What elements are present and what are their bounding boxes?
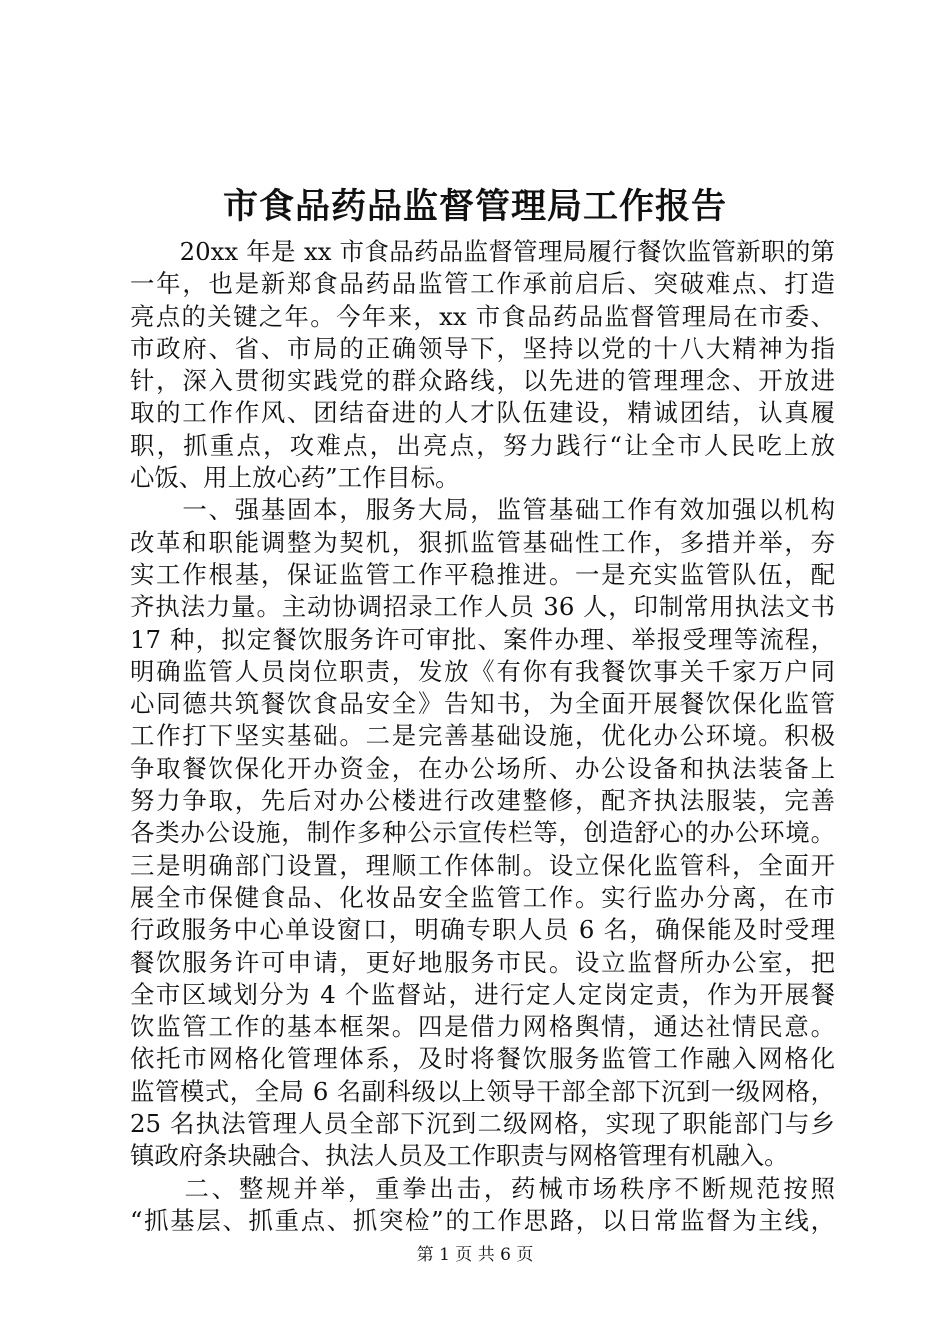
body-text-line: 工作打下坚实基础。二是完善基础设施，优化办公环境。积极 — [130, 721, 835, 751]
body-text-line: 职，抓重点，攻难点，出亮点，努力践行“让全市人民吃上放 — [130, 430, 835, 460]
body-text-line: 明确监管人员岗位职责，发放《有你有我餐饮事关千家万户同 — [130, 656, 835, 686]
body-text-line: “抓基层、抓重点、抓突检”的工作思路，以日常监督为主线， — [130, 1205, 835, 1235]
body-text-line: 三是明确部门设置，理顺工作体制。设立保化监管科，全面开 — [130, 850, 835, 880]
body-text-line: 实工作根基，保证监管工作平稳推进。一是充实监管队伍，配 — [130, 559, 835, 589]
body-text-line: 取的工作作风、团结奋进的人才队伍建设，精诚团结，认真履 — [130, 398, 835, 428]
body-text-line: 镇政府条块融合、执法人员及工作职责与网格管理有机融入。 — [130, 1141, 789, 1171]
body-text-line: 争取餐饮保化开办资金，在办公场所、办公设备和执法装备上 — [130, 753, 835, 783]
body-text-line: 17 种，拟定餐饮服务许可审批、案件办理、举报受理等流程， — [130, 624, 835, 654]
body-text-line: 针，深入贯彻实践党的群众路线，以先进的管理理念、开放进 — [130, 366, 835, 396]
body-text-line: 展全市保健食品、化妆品安全监管工作。实行监办分离，在市 — [130, 882, 835, 912]
body-text-line: 餐饮服务许可申请，更好地服务市民。设立监督所办公室，把 — [130, 947, 835, 977]
document-title: 市食品药品监督管理局工作报告 — [222, 186, 727, 227]
body-text-line: 20xx 年是 xx 市食品药品监督管理局履行餐饮监管新职的第 — [130, 237, 835, 266]
body-text-line: 市政府、省、市局的正确领导下，坚持以党的十八大精神为指 — [130, 333, 835, 363]
body-text-line: 齐执法力量。主动协调招录工作人员 36 人，印制常用执法文书 — [130, 592, 835, 622]
body-text-line: 心同德共筑餐饮食品安全》告知书，为全面开展餐饮保化监管 — [130, 689, 835, 719]
body-text-line: 努力争取，先后对办公楼进行改建整修，配齐执法服装，完善 — [130, 786, 835, 816]
body-text-line: 依托市网格化管理体系，及时将餐饮服务监管工作融入网格化 — [130, 1044, 835, 1074]
document-body — [130, 236, 835, 1237]
body-text-line: 全市区域划分为 4 个监督站，进行定人定岗定责，作为开展餐 — [130, 979, 835, 1009]
body-text-line: 25 名执法管理人员全部下沉到二级网格，实现了职能部门与乡 — [130, 1109, 835, 1139]
body-text-line: 一年，也是新郑食品药品监管工作承前启后、突破难点、打造 — [130, 269, 835, 299]
body-text-line: 心饭、用上放心药”工作目标。 — [130, 463, 460, 493]
body-text-line: 行政服务中心单设窗口，明确专职人员 6 名，确保能及时受理 — [130, 915, 835, 945]
body-text-line: 亮点的关键之年。今年来，xx 市食品药品监督管理局在市委、 — [130, 301, 835, 331]
body-text-line: 二、整规并举，重拳出击，药械市场秩序不断规范按照 — [130, 1173, 835, 1203]
page-footer: 第 1 页 共 6 页 — [416, 1245, 534, 1265]
body-text-line: 改革和职能调整为契机，狠抓监管基础性工作，多措并举，夯 — [130, 527, 835, 557]
body-text-line: 饮监管工作的基本框架。四是借力网格舆情，通达社情民意。 — [130, 1012, 835, 1042]
body-text-line: 一、强基固本，服务大局，监管基础工作有效加强以机构 — [130, 495, 835, 525]
body-text-line: 各类办公设施，制作多种公示宣传栏等，创造舒心的办公环境。 — [130, 818, 835, 848]
body-text-line: 监管模式，全局 6 名副科级以上领导干部全部下沉到一级网格， — [130, 1076, 835, 1106]
